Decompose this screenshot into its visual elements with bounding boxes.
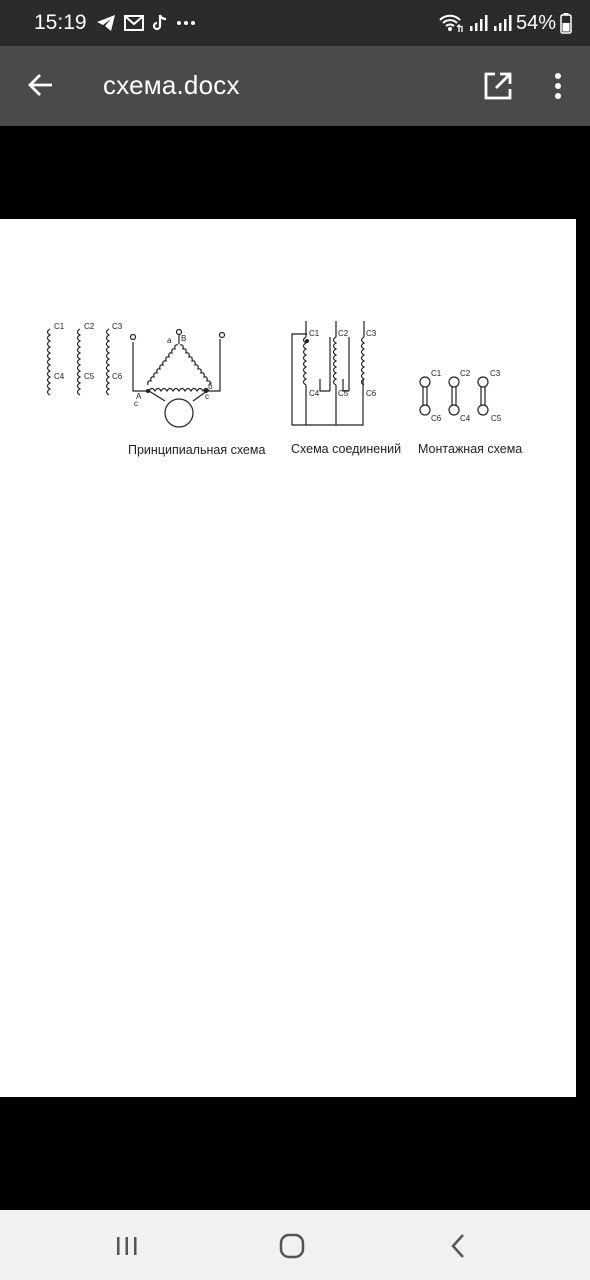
label-terminal-b-upper: B	[181, 334, 187, 343]
label-c3: C3	[112, 322, 123, 331]
coil-c2-c5	[78, 329, 81, 395]
label-terminal-c-lower: c	[134, 399, 138, 408]
line-a	[133, 342, 148, 391]
conn-label-c5: C5	[338, 389, 349, 398]
battery-icon	[560, 12, 572, 34]
mount-label-c5: C5	[491, 414, 502, 423]
conn-label-c6: C6	[366, 389, 377, 398]
conn-coil-1	[304, 337, 307, 385]
document-title: схема.docx	[103, 70, 240, 100]
mount-label-c2: C2	[460, 369, 471, 378]
caption-mounting-scheme: Монтажная схема	[418, 442, 523, 456]
status-time: 15:19	[34, 11, 87, 34]
home-icon	[279, 1233, 305, 1259]
conn-label-c2: C2	[338, 329, 349, 338]
mount-label-c6: C6	[431, 414, 442, 423]
recent-apps-button[interactable]	[97, 1226, 157, 1266]
motor-circle	[165, 399, 193, 427]
mount-label-c1: C1	[431, 369, 442, 378]
recent-apps-icon	[115, 1235, 139, 1257]
delta-right	[180, 345, 210, 385]
status-bar	[0, 0, 590, 46]
battery-percent: 54%	[515, 11, 556, 34]
coil-c1-c4	[48, 329, 51, 395]
document-viewport[interactable]	[0, 126, 590, 1210]
label-terminal-a: A	[136, 392, 142, 401]
delta-left	[148, 345, 178, 385]
nav-back-button[interactable]	[428, 1226, 488, 1266]
conn-coil-3	[362, 337, 365, 385]
label-c2: C2	[84, 322, 95, 331]
telegram-icon	[96, 14, 116, 32]
label-c4: C4	[54, 372, 65, 381]
app-bar	[0, 46, 590, 126]
caption-principal-scheme: Принципиальная схема	[128, 443, 266, 457]
more-options-button[interactable]	[545, 67, 571, 105]
open-in-new-icon	[483, 71, 513, 101]
home-button[interactable]	[262, 1226, 322, 1266]
delta-bottom	[149, 389, 209, 392]
label-terminal-b-lower: б	[208, 382, 213, 391]
conn-coil-2	[334, 337, 337, 385]
label-terminal-a-lower: a	[167, 336, 172, 345]
signal-icon	[468, 13, 488, 33]
caption-connection-scheme: Схема соединений	[291, 442, 402, 456]
tiktok-icon	[152, 14, 168, 32]
mount-label-c3: C3	[490, 369, 501, 378]
label-c6: C6	[112, 372, 123, 381]
arrow-left-icon	[28, 73, 54, 97]
document-page	[0, 219, 576, 1097]
connection-frame	[292, 334, 363, 425]
label-c1: C1	[54, 322, 65, 331]
back-button[interactable]	[22, 66, 60, 104]
coil-c3-c6	[107, 329, 110, 395]
system-icons	[438, 10, 572, 36]
winding-diagram	[0, 219, 576, 479]
label-c5: C5	[84, 372, 95, 381]
conn-label-c4: C4	[309, 389, 320, 398]
more-vert-icon	[554, 73, 562, 99]
signal-icon	[492, 13, 512, 33]
label-terminal-c-upper: c	[205, 392, 209, 401]
gmail-icon	[124, 14, 144, 32]
open-in-new-button[interactable]	[479, 67, 517, 105]
mount-label-c4: C4	[460, 414, 471, 423]
system-navigation-bar	[0, 1210, 590, 1280]
wifi-icon	[438, 13, 464, 33]
more-notifications-icon	[176, 20, 196, 26]
back-icon	[450, 1233, 466, 1259]
conn-label-c1: C1	[309, 329, 320, 338]
notification-icons	[96, 12, 196, 34]
conn-label-c3: C3	[366, 329, 377, 338]
